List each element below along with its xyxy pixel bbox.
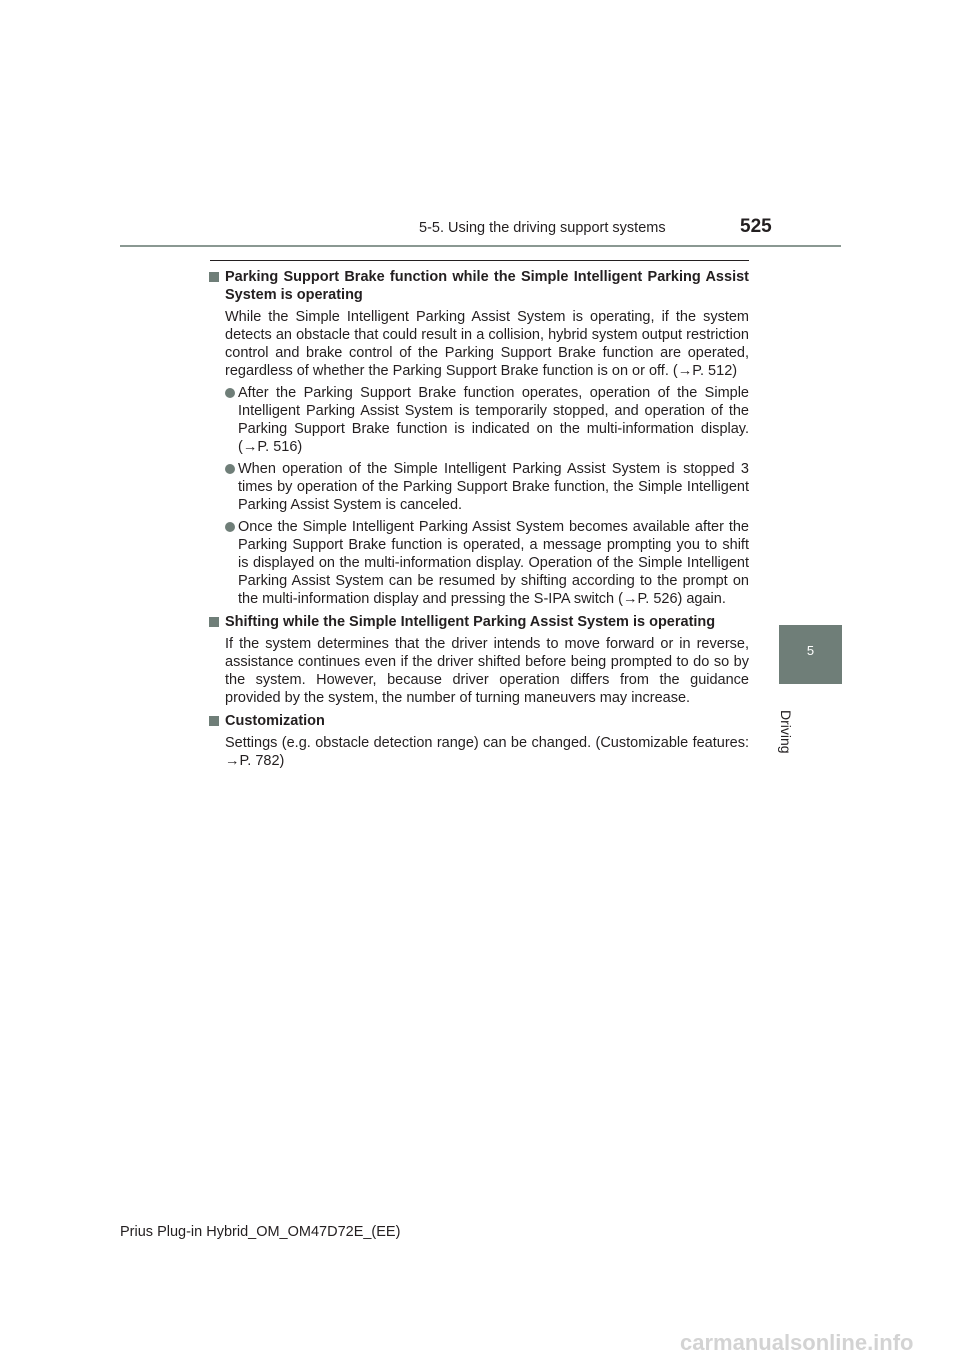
section-paragraph: Settings (e.g. obstacle detection range) can be changed. (Customizable features: →P. 782) [225,735,749,769]
section-heading [209,712,749,730]
heading-text: Parking Support Brake function while the Simple Intelligent Parking Assist System is operating [225,269,749,303]
list-item-text: Once the Simple Intelligent Parking Assist System becomes available after the Parking Support Brake function is operated, a message prompting you to shift is displayed on the multi-information display. Operation of the Simple Intelligent Parking Assist System can be resumed by shifting according to the prompt on the multi-information display and pressing the S-IPA switch (→P. 526) again. [238,519,749,607]
list-item [225,460,749,514]
chapter-name-label [774,710,812,800]
list-item-text: When operation of the Simple Intelligent Parking Assist System is stopped 3 times by operation of the Parking Support Brake function, the Simple Intelligent Parking Assist System is canceled. [238,461,749,513]
round-bullet-icon [225,464,235,474]
square-bullet-icon [209,617,219,627]
section-shifting [209,613,749,707]
chapter-name: Driving [778,710,794,754]
list-item [225,518,749,608]
page-number: 525 [740,216,772,237]
chapter-tab[interactable] [779,625,842,684]
round-bullet-icon [225,388,235,398]
section-customization [209,712,749,770]
section-paragraph: While the Simple Intelligent Parking Assist System is operating, if the system detects an obstacle that could result in a collision, hybrid system output restriction control and brake control of the Parking Support Brake function are operated, regardless of whether the Parking Support Brake function is on or off. (→P. 512) [225,309,749,379]
heading-text: Shifting while the Simple Intelligent Parking Assist System is operating [225,614,716,630]
section-heading [209,613,749,631]
header-divider [120,245,841,247]
watermark: carmanualsonline.info [680,1330,914,1355]
list-item-text: After the Parking Support Brake function operates, operation of the Simple Intelligent Parking Assist System is temporarily stopped, and operation of the Parking Support Brake function is indicated on the multi-information display. (→P. 516) [238,385,749,455]
page-content [209,268,749,770]
section-heading [209,268,749,304]
square-bullet-icon [209,716,219,726]
section-parking-support-brake [209,268,749,608]
heading-text: Customization [225,713,325,729]
manual-id-footer: Prius Plug-in Hybrid_OM_OM47D72E_(EE) [120,1224,401,1240]
list-item [225,384,749,456]
square-bullet-icon [209,272,219,282]
section-title: 5-5. Using the driving support systems [419,220,666,236]
content-divider [210,260,749,261]
section-paragraph: If the system determines that the driver intends to move forward or in reverse, assistance continues even if the driver shifted before being prompted to do so by the system. However, because driver operation differs from the guidance provided by the system, the number of turning maneuvers may increase. [225,636,749,706]
chapter-number: 5 [806,643,815,658]
round-bullet-icon [225,522,235,532]
